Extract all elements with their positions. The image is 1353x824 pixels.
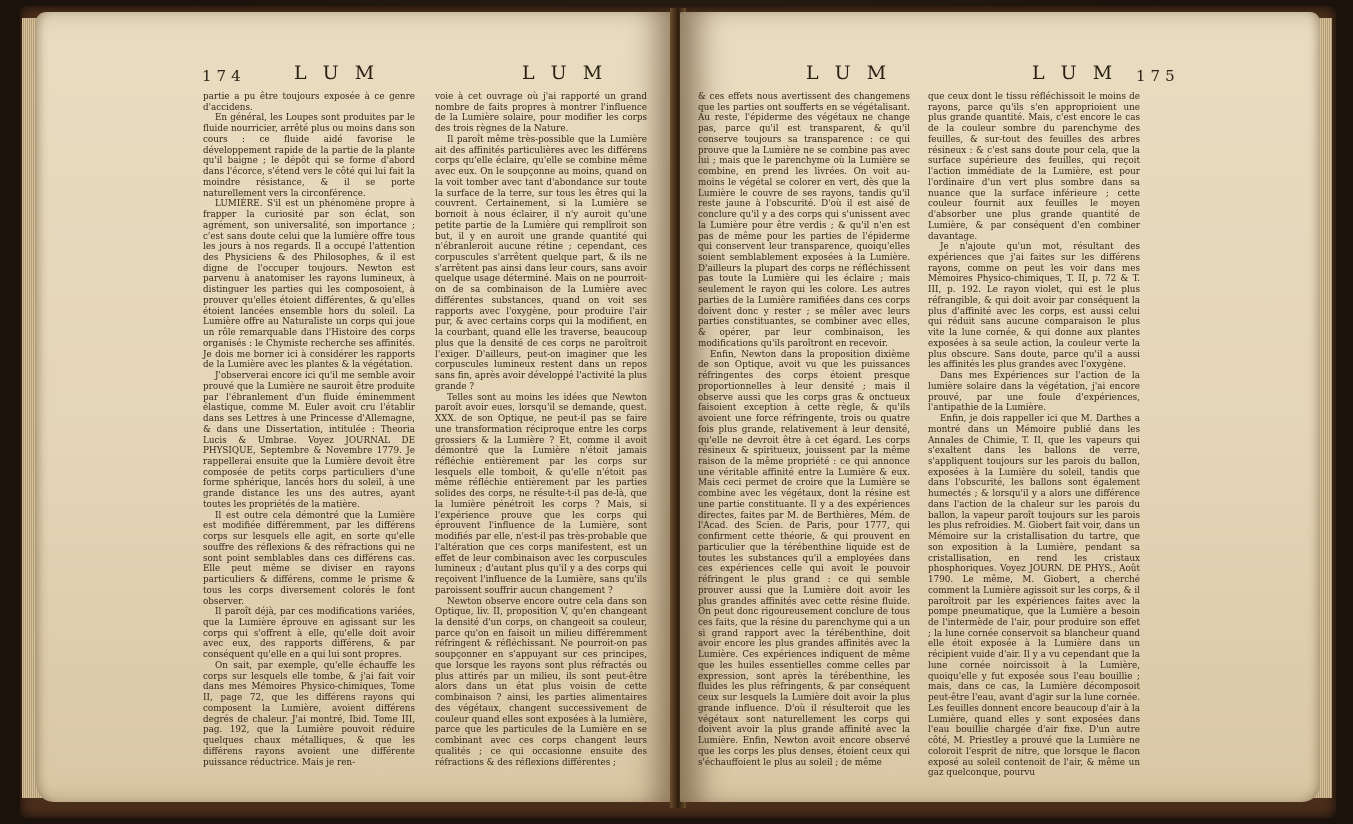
paragraph: En général, les Loupes sont produites par le fluide nourricier, arrêté plus ou moins dans son cours : ce fluide aidé favorise le développement rapide de la partie de la plante qu'il baigne ; le dépôt qui se forme d'abord dans l'écorce, s'étend vers le côté qui lui fait la moindre résistance, & il se porte naturellement vers la circonférence. xyxy=(203,113,415,199)
paragraph: On sait, par exemple, qu'elle échauffe les corps sur lesquels elle tombe, & j'ai fait voir dans mes Mémoires Physico-chimiques, Tome II, page 72, que les différens rayons qui composent la Lumière, avoient différens degrés de chaleur. J'ai montré, Ibid. Tome III, pag. 192, que la Lumière pouvoit réduire quelques chaux métalliques, & que les différens rayons avoient une différente puissance réductrice. Mais je ren- xyxy=(203,660,415,768)
paragraph: J'observerai encore ici qu'il me semble avoir prouvé que la Lumière ne sauroit être produite par l'ébranlement d'un fluide éminemment élastique, comme M. Euler avoit cru l'établir dans ses Lettres à une Princesse d'Allemagne, & dans une Dissertation, intitulée : Theoria Lucis & Umbrae. Voyez JOURNAL DE PHYSIQUE, Septembre & Novembre 1779. Je rappellerai ensuite que la Lumière devoit être composée de petits corps particuliers d'une forme sphérique, lancés hors du soleil, à une grande distance les uns des autres, ayant toutes les propriétés de la matière. xyxy=(203,371,415,510)
paragraph: Il paroît même très-possible que la Lumière ait des affinités particulières avec les différens corps qu'elle éclaire, qu'elle se combine même avec eux. On le soupçonne au moins, quand on la voit tomber avec tant d'abondance sur toute la surface de la terre, sur tous les êtres qui la couvrent. Certainement, si la Lumière se bornoit à nous éclairer, il n'y auroit qu'une petite partie de la Lumière qui remplîroit son but, il y en auroit une grande quantité qui n'ébranleroit aucune rétine ; cependant, ces corpuscules s'arrêtent quelque part, & ils ne s'arrêtent pas ainsi dans leur cours, sans avoir quelque usage déterminé. Mais on ne pourroit-on de sa combinaison de la Lumière avec différentes substances, quand on voit ses rapports avec l'oxygène, pour produire l'air pur, & avec certains corps qui la modifient, en la courbant, quand elle les traverse, beaucoup plus que la densité de ces corps ne paroîtroit l'exiger. D'ailleurs, peut-on imaginer que les corpuscules lumineux restent dans un repos sans fin, après avoir développé l'activité la plus grande ? xyxy=(435,134,647,392)
paragraph: que ceux dont le tissu réfléchissoit le moins de rayons, parce qu'ils s'en approprioient une plus grande quantité. Mais, c'est encore le cas de la couleur sombre du parenchyme des feuilles, & sur-tout des feuilles des arbres résineux : & c'est sans doute pour cela, que la surface supérieure des feuilles, qui reçoit l'action immédiate de la Lumière, est pour l'ordinaire d'un vert plus sombre dans sa nuance que la surface inférieure ; cette couleur fournit aux feuilles le moyen d'absorber une plus grande quantité de Lumière, & par conséquent d'en combiner davantage. xyxy=(928,92,1140,242)
left-page-number: 174 xyxy=(202,67,246,85)
left-column-1 xyxy=(203,92,415,768)
paragraph: Enfin, je dois rappeller ici que M. Darthes a montré dans un Mémoire publié dans les Annales de Chimie, T. II, que les vapeurs qui s'exaltent dans les ballons de verre, s'appliquent toujours sur les parois du ballon, exposées à la Lumière du soleil, tandis que dans l'obscurité, les ballons sont également humectés ; & lorsqu'il y a alors une différence dans l'action de la chaleur sur les parois du ballon, la vapeur paroît toujours sur les parois les plus refroidies. M. Giobert fait voir, dans un Mémoire sur la cristallisation du tartre, que son exposition à la Lumière, pendant sa cristallisation, en rend les cristaux phosphoriques. Voyez JOURN. DE PHYS., Août 1790. Le même, M. Giobert, a cherché comment la Lumière agissoit sur les corps, & il paroîtroit par les expériences faites avec la pompe pneumatique, que la Lumière a besoin de l'intermède de l'air, pour produire son effet ; la lune cornée conservoit sa blancheur quand elle étoit exposée à la Lumière dans un récipient vuide d'air. Il y a vu cependant que la lune cornée noircissoit à la Lumière, quoiqu'elle y fut exposée sous l'eau bouillie ; mais, dans ce cas, la Lumière décomposoit peut-être l'eau, avant d'agir sur la lune cornée. Les feuilles donnent encore beaucoup d'air à la Lumière, quand elles y sont exposées dans l'eau bouillie chargée d'air fixe. D'un autre côté, M. Priestley a prouvé que la Lumière ne coloroit l'esprit de nitre, que lorsque le flacon exposé au soleil contenoit de l'air, & même un gaz quelconque, pourvu xyxy=(928,414,1140,779)
paragraph: Il paroît déjà, par ces modifications variées, que la Lumière éprouve en agissant sur les corps qui s'offrent à elle, qu'elle doit avoir avec eux, des rapports différens, & par conséquent qu'elle en a qui lui sont propres. xyxy=(203,607,415,661)
paragraph: Je n'ajoute qu'un mot, résultant des expériences que j'ai faites sur les différens rayons, comme on peut les voir dans mes Mémoires Physico-chimiques, T. II, p. 72 & T. III, p. 192. Le rayon violet, qui est le plus réfrangible, & qui doit avoir par conséquent la plus d'affinité avec les corps, est aussi celui qui réduit sans aucune comparaison le plus vite la lune cornée, & qui donne aux plantes exposées à sa seule action, la couleur verte la plus obscure. Sans doute, parce qu'il a aussi les affinités les plus grandes avec l'oxygène. xyxy=(928,242,1140,371)
paragraph: Il est outre cela démontré que la Lumière est modifiée différemment, par les différens corps sur lesquels elle agit, en sorte qu'elle souffre des réflexions & des réfractions qui ne sont point semblables dans ces différens cas. Elle peut même se diviser en rayons particuliers & différens, comme le prisme & tous les corps diversement colorés le font observer. xyxy=(203,510,415,607)
paragraph: Enfin, Newton dans la proposition dixième de son Optique, avoit vu que les puissances réfringentes des corps étoient presque proportionnelles à leur densité ; mais il observe aussi que les corps gras & onctueux faisoient exception à cette règle, & qu'ils avoient une force réfringente, trois ou quatre fois plus grande, relativement à leur densité, qu'elle ne devroit être à cet égard. Les corps résineux & spiritueux, jouissent par la même raison de la même propriété : ce qui annonce une véritable affinité entre la Lumière & eux. Mais ceci permet de croire que la Lumière se combine avec les végétaux, dont la résine est une partie constituante. Il y a des expériences directes, faites par M. de Berthières, Mém. de l'Acad. des Scien. de Paris, pour 1777, qui confirment cette théorie, & qui prouvent en particulier que la térébenthine liquide est de toutes les substances qu'il a employées dans ces expériences celle qui avoit le pouvoir réfringent le plus grand : ce qui semble prouver aussi que la Lumière doit avoir les plus grandes affinités avec cette résine fluide. On peut donc rigoureusement conclure de tous ces faits, que la résine du parenchyme qui a un si grand rapport avec la térébenthine, doit avoir encore les plus grandes affinités avec la Lumière. Ces expériences indiquent de même que les huiles essentielles comme celles par expression, sont après la térébenthine, les fluides les plus réfringents, & par conséquent ceux sur lesquels la Lumière doit avoir la plus grande influence. D'où il résulteroit que les végétaux sont naturellement les corps qui doivent avoir la plus grande affinité avec la Lumière. Enfin, Newton avoit encore observé que les corps les plus denses, étoient ceux qui s'échauffoient le plus au soleil ; de même xyxy=(698,349,910,768)
paragraph: Newton observe encore outre cela dans son Optique, liv. II, proposition V, qu'en changeant la densité d'un corps, on changeoit sa couleur, parce qu'on en faisoit un milieu différemment réfringent & réfléchissant. Ne pourroit-on pas soupçonner en s'appuyant sur ces principes, que lorsque les rayons sont plus réfractés ou plus attirés par un milieu, ils sont peut-être alors dans un état plus voisin de cette combinaison ? ainsi, les parties alimentaires des végétaux, changent successivement de couleur quand elles sont exposées à la lumière, parce que les particules de la Lumière en se combinant avec ces corps changent leurs qualités ; ce qui occasionne ensuite des réfractions & des réflexions différentes ; xyxy=(435,596,647,768)
left-running-head-2: L U M xyxy=(522,62,608,84)
left-page xyxy=(36,12,676,802)
right-page xyxy=(680,12,1320,802)
paragraph: voie à cet ouvrage où j'ai rapporté un grand nombre de faits propres à montrer l'influence de la Lumière solaire, pour modifier les corps des trois règnes de la Nature. xyxy=(435,92,647,135)
paragraph: & ces effets nous avertissent des changemens que les parties ont soufferts en se végétalisant. Au reste, l'épiderme des végétaux ne change pas, parce qu'il est transparent, & qu'il conserve toujours sa transparence : ce qui prouve que la Lumière ne se combine pas avec lui ; mais que le parenchyme où la Lumière se combine, en prend les livrées. On voit au-moins le végétal se colorer en vert, dès que la Lumière le couvre de ses rayons, tandis qu'il reste jaune à l'obscurité. D'où il est aisé de conclure qu'il y a des corps qui s'unissent avec la Lumière pour être verdis ; & qu'il n'en est pas de même pour les parties de l'épiderme qui conservent leur transparence, quoiqu'elles soient semblablement exposées à la Lumière. D'ailleurs la plupart des corps ne réfléchissent pas toute la Lumière qui les éclaire ; mais seulement le rayon qui les colore. Les autres parties de la Lumière ramifiées dans ces corps doivent donc y rester ; se mêler avec leurs parties constituantes, se combiner avec elles, & opérer, par leur combinaison, les modifications qu'ils paroîtront en recevoir. xyxy=(698,92,910,349)
paragraph: Dans mes Expériences sur l'action de la lumière solaire dans la végétation, j'ai encore prouvé, par une foule d'expériences, l'antipathie de la Lumière. xyxy=(928,371,1140,414)
left-column-2 xyxy=(435,92,647,768)
right-running-head-2: L U M xyxy=(1032,62,1118,84)
paragraph: Telles sont au moins les idées que Newton paroît avoir eues, lorsqu'il se demande, quest. XXX. de son Optique, ne peut-il pas se faire une transformation réciproque entre les corps grossiers & la Lumière ? Et, comme il avoit démontré que la Lumière n'étoit jamais réfléchie entièrement par les corps sur lesquels elle tomboit, & qu'elle n'étoit pas même réfléchie entièrement par les parties solides des corps, ne résulte-t-il pas de-là, que la lumière pénétroit les corps ? Mais, si l'expérience prouve que les corps qui éprouvent l'influence de la Lumière, sont modifiés par elle, n'est-il pas très-probable que l'altération que ces corps manifestent, est un effet de leur combinaison avec les corpuscules lumineux ; d'autant plus qu'il y a des corps qui reçoivent l'influence de la Lumière, sans qu'ils paroissent souffrir aucun changement ? xyxy=(435,392,647,596)
paragraph: partie a pu être toujours exposée à ce genre d'accidens. xyxy=(203,92,415,113)
right-column-2 xyxy=(928,92,1140,779)
left-running-head-1: L U M xyxy=(294,62,380,84)
right-column-1 xyxy=(698,92,910,768)
paragraph: LUMIÈRE. S'il est un phénomène propre à frapper la curiosité par son éclat, son agrément, son universalité, son importance ; c'est sans doute celui que la lumière offre tous les jours à nos regards. Il a occupé l'attention des Physiciens & des Philosophes, & il est digne de l'occuper toujours. Newton est parvenu à anatomiser les rayons lumineux, à distinguer les parties qui les composoient, à prouver qu'elles étoient différentes, & qu'elles étoient lancées ensemble hors du soleil. La Lumière offre au Naturaliste un corps qui joue un rôle remarquable dans l'Histoire des corps organisés : le Chymiste recherche ses affinités. Je dois me borner ici à considérer les rapports de la Lumière avec les plantes & la végétation. xyxy=(203,199,415,371)
right-running-head-1: L U M xyxy=(806,62,892,84)
right-page-number: 175 xyxy=(1136,67,1180,85)
